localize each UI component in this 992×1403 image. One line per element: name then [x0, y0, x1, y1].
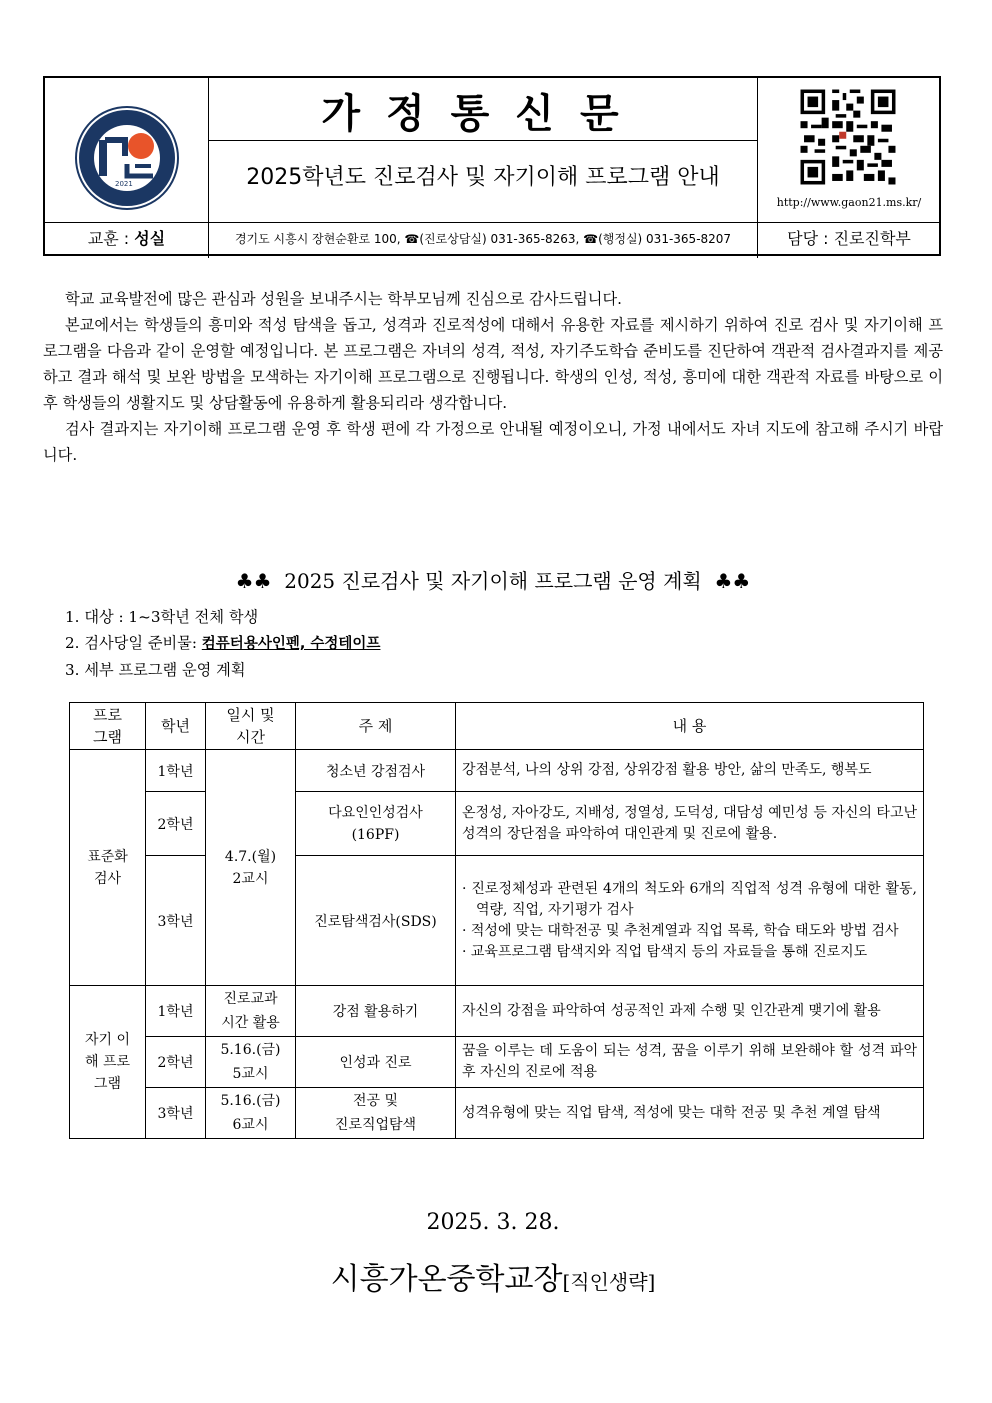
group-self-understanding: 자기 이해 프로그램	[70, 986, 146, 1139]
topic-cell: 전공 및 진로직업탐색	[296, 1088, 456, 1139]
header-divider	[208, 140, 757, 141]
motto-value: 성실	[134, 229, 166, 248]
col-header-datetime: 일시 및 시간	[206, 703, 296, 750]
content-cell: 자신의 강점을 파악하여 성공적인 과제 수행 및 인간관계 맺기에 활용	[456, 986, 924, 1037]
topic-cell: 다요인인성검사 (16PF)	[296, 792, 456, 856]
school-url[interactable]: http://www.gaon21.ms.kr/	[776, 196, 922, 209]
letter-header	[43, 76, 941, 256]
content-cell	[456, 856, 924, 986]
datetime-cell: 4.7.(월) 2교시	[206, 750, 296, 986]
content-cell: 강점분석, 나의 상위 강점, 상위강점 활용 방안, 삶의 만족도, 행복도	[456, 750, 924, 792]
intro-paragraph: 본교에서는 학생들의 흥미와 적성 탐색을 돕고, 성격과 진로적성에 대해서 유용한 자료를 제시하기 위하여 진로 검사 및 자기이해 프로그램을 다음과 같이 운영할 예정입니다. 본 프로그램은 자녀의 성격, 적성, 자기주도학습 준비도를 진단하여 객관적 검사결과지를 제공하고 결과 해석 및 보완 방법을 모색하는 자기이해 프로그램으로 진행됩니다. 학생의 인성, 적성, 흥미에 대한 객관적 자료를 바탕으로 이후 학생들의 생활지도 및 상담활동에 유용하게 활용되리라 생각합니다.	[43, 316, 943, 412]
content-bullet: · 진로정체성과 관련된 4개의 척도와 6개의 직업적 성격 유형에 대한 활동, 역량, 직업, 자기평가 검사	[462, 880, 917, 918]
header-divider	[45, 222, 939, 223]
signature-line	[43, 1254, 943, 1298]
department-in-charge: 담당 : 진로진학부	[787, 229, 911, 248]
page-title: 가정통신문	[321, 90, 645, 137]
table-row	[70, 1088, 924, 1139]
grade-cell: 3학년	[146, 856, 206, 986]
issue-date: 2025. 3. 28.	[426, 1210, 560, 1235]
content-bullet: · 적성에 맞는 대학전공 및 추천계열과 직업 목록, 학습 태도와 방법 검사	[462, 922, 899, 939]
motto-label: 교훈 :	[87, 229, 135, 248]
intro-paragraph: 검사 결과지는 자기이해 프로그램 운영 후 학생 편에 각 가정으로 안내될 예정이오니, 가정 내에서도 자녀 지도에 참고해 주시기 바랍니다.	[43, 420, 943, 464]
section-title: ♣♣ 2025 진로검사 및 자기이해 프로그램 운영 계획 ♣♣	[235, 569, 751, 593]
topic-cell: 청소년 강점검사	[296, 750, 456, 792]
topic-cell: 강점 활용하기	[296, 986, 456, 1037]
list-item-label: 2. 검사당일 준비물:	[65, 634, 202, 652]
datetime-cell: 5.16.(금) 6교시	[206, 1088, 296, 1139]
list-item: 1. 대상 : 1~3학년 전체 학생	[65, 608, 259, 626]
group-standardized-test: 표준화 검사	[70, 750, 146, 986]
list-item: 3. 세부 프로그램 운영 계획	[65, 661, 246, 679]
table-row	[70, 1037, 924, 1088]
grade-cell: 2학년	[146, 1037, 206, 1088]
content-cell: 성격유형에 맞는 직업 탐색, 적성에 맞는 대학 전공 및 추천 계열 탐색	[456, 1088, 924, 1139]
col-header-program: 프로그램	[70, 703, 146, 750]
grade-cell: 3학년	[146, 1088, 206, 1139]
col-header-content: 내 용	[456, 703, 924, 750]
table-row	[70, 792, 924, 856]
topic-cell: 진로탐색검사(SDS)	[296, 856, 456, 986]
page-subtitle: 2025학년도 진로검사 및 자기이해 프로그램 안내	[246, 165, 720, 190]
intro-paragraph: 학교 교육발전에 많은 관심과 성원을 보내주시는 학부모님께 진심으로 감사드립니다.	[65, 290, 622, 308]
school-motto	[45, 224, 208, 254]
supplies-value: 컴퓨터용사인펜, 수정테이프	[201, 636, 381, 652]
content-cell: 꿈을 이루는 데 도움이 되는 성격, 꿈을 이루기 위해 보완해야 할 성격 파악 후 자신의 진로에 적용	[456, 1037, 924, 1088]
school-address: 경기도 시흥시 장현순환로 100, ☎(진로상담실) 031-365-8263, ☎(행정실) 031-365-8207	[234, 232, 732, 246]
grade-cell: 1학년	[146, 750, 206, 792]
seal-note: [직인생략]	[562, 1270, 656, 1294]
list-item	[65, 630, 925, 657]
table-row	[70, 750, 924, 792]
topic-cell: 인성과 진로	[296, 1037, 456, 1088]
school-logo-icon	[75, 106, 179, 210]
content-cell: 온정성, 자아강도, 지배성, 정열성, 도덕성, 대담성 예민성 등 자신의 타고난 성격의 장단점을 파악하여 대인관계 및 진로에 활용.	[456, 792, 924, 856]
col-header-grade: 학년	[146, 703, 206, 750]
col-header-topic: 주 제	[296, 703, 456, 750]
signer-name: 시흥가온중학교장	[330, 1262, 563, 1297]
datetime-cell: 5.16.(금) 5교시	[206, 1037, 296, 1088]
logo-year: 2021	[115, 180, 133, 188]
intro-text	[43, 286, 943, 468]
content-bullet: · 교육프로그램 탐색지와 직업 탐색지 등의 자료들을 통해 진로지도	[462, 943, 868, 960]
qr-code-icon	[797, 86, 899, 188]
table-header-row	[70, 703, 924, 750]
grade-cell: 2학년	[146, 792, 206, 856]
plan-list	[65, 604, 925, 683]
grade-cell: 1학년	[146, 986, 206, 1037]
datetime-cell: 진로교과 시간 활용	[206, 986, 296, 1037]
table-row	[70, 856, 924, 986]
table-row	[70, 986, 924, 1037]
program-table	[69, 702, 924, 1139]
